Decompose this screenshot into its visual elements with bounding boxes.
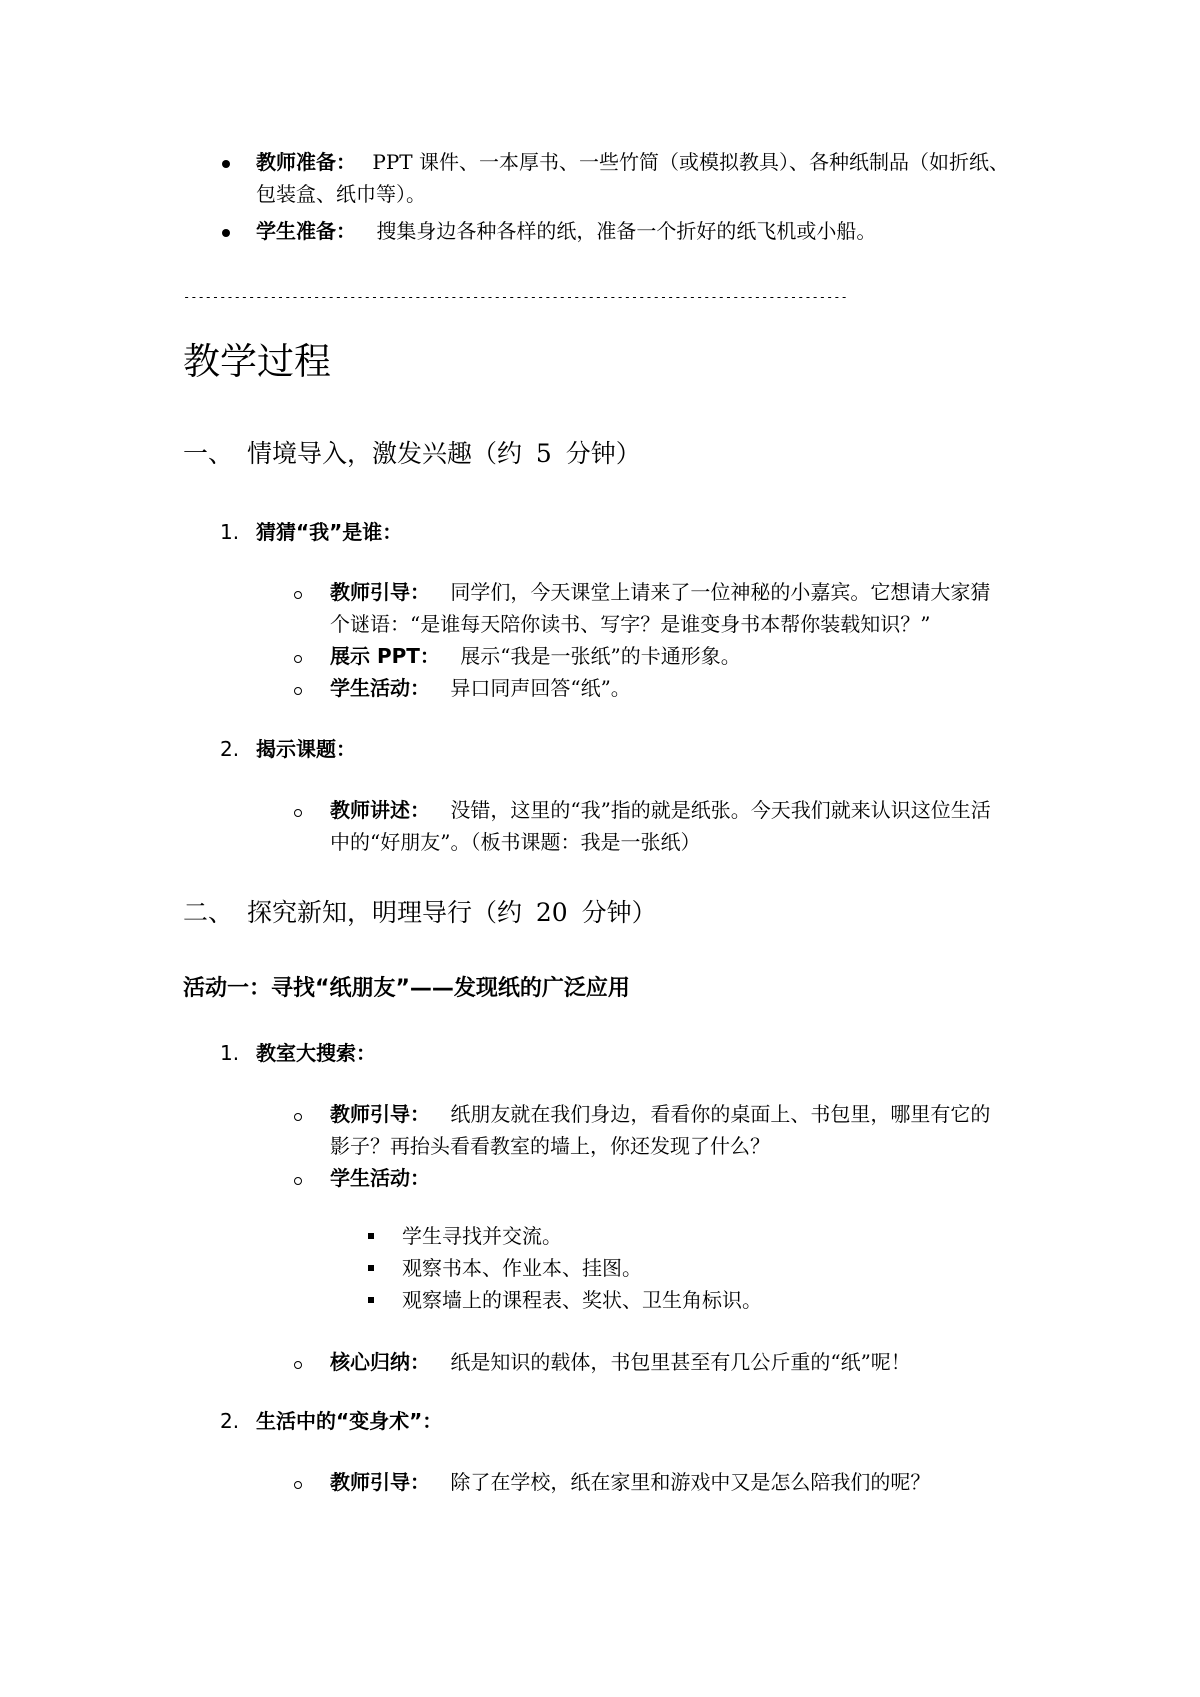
sub-item: [330, 1098, 990, 1130]
section-heading-2: 二、 探究新知，明理导行（约 20 分钟）: [183, 898, 657, 927]
sub-item: [330, 1466, 930, 1498]
page-title: 教学过程: [183, 340, 331, 383]
detail-item: 观察书本、作业本、挂图。: [402, 1256, 642, 1280]
divider-line: --------------------------------------------------------------------------------------------: [183, 290, 848, 304]
prep-teacher-label: 教师准备：: [256, 150, 356, 174]
sub-item: [330, 576, 990, 608]
item-number: 1.: [220, 520, 240, 544]
sub-item-label: 核心归纳：: [330, 1350, 430, 1374]
sub-item-label: 展示 PPT：: [330, 644, 440, 668]
bullet: [294, 1113, 302, 1121]
sub-item-text: 纸是知识的载体，书包里甚至有几公斤重的“纸”呢！: [450, 1350, 911, 1374]
detail-item: 观察墙上的课程表、奖状、卫生角标识。: [402, 1288, 762, 1312]
detail-item: 学生寻找并交流。: [402, 1224, 562, 1248]
bullet: [294, 687, 302, 695]
prep-teacher-text-cont: 包装盒、纸巾等）。: [256, 182, 426, 206]
bullet: [222, 160, 230, 168]
bullet: [294, 655, 302, 663]
section-heading-1: 一、 情境导入，激发兴趣（约 5 分钟）: [183, 439, 641, 468]
bullet: [294, 1177, 302, 1185]
sub-item: [330, 794, 991, 826]
prep-student-text: 搜集身边各种各样的纸，准备一个折好的纸飞机或小船。: [376, 219, 877, 243]
item-number: 1.: [220, 1041, 240, 1065]
sub-item: [330, 672, 631, 704]
sub-item-text: 展示“我是一张纸”的卡通形象。: [460, 644, 741, 668]
item-number: 2.: [220, 737, 240, 761]
item-label: 生活中的“变身术”：: [256, 1409, 443, 1433]
bullet: [368, 1233, 374, 1239]
sub-item-text: 异口同声回答“纸”。: [450, 676, 631, 700]
item-label: 猜猜“我”是谁：: [256, 520, 403, 544]
bullet: [222, 229, 230, 237]
sub-item-text: 纸朋友就在我们身边，看看你的桌面上、书包里，哪里有它的: [450, 1102, 991, 1126]
bullet: [368, 1265, 374, 1271]
prep-student: [256, 215, 876, 247]
prep-teacher-text: PPT 课件、一本厚书、一些竹简（或模拟教具）、各种纸制品（如折纸、: [372, 150, 1009, 174]
sub-item-label: 教师讲述：: [330, 798, 430, 822]
sub-item-text: 没错，这里的“我”指的就是纸张。今天我们就来认识这位生活: [450, 798, 991, 822]
prep-teacher: [256, 146, 1009, 178]
sub-item-label: 教师引导：: [330, 1470, 430, 1494]
sub-item-text-cont: 个谜语：“是谁每天陪你读书、写字？是谁变身书本帮你装载知识？”: [330, 612, 931, 636]
item-label: 揭示课题：: [256, 737, 356, 761]
item-label: 教室大搜索：: [256, 1041, 376, 1065]
bullet: [294, 809, 302, 817]
item-number: 2.: [220, 1409, 240, 1433]
sub-item: [330, 1346, 911, 1378]
sub-item: [330, 640, 741, 672]
sub-item-label: 教师引导：: [330, 580, 430, 604]
activity-heading: 活动一：寻找“纸朋友”——发现纸的广泛应用: [183, 976, 630, 1001]
sub-item-label: 学生活动：: [330, 676, 430, 700]
sub-item-text: 除了在学校，纸在家里和游戏中又是怎么陪我们的呢？: [450, 1470, 931, 1494]
bullet: [294, 1361, 302, 1369]
sub-item-text: 同学们，今天课堂上请来了一位神秘的小嘉宾。它想请大家猜: [450, 580, 991, 604]
prep-student-label: 学生准备：: [256, 219, 356, 243]
bullet: [294, 591, 302, 599]
sub-item-label: 学生活动：: [330, 1166, 430, 1190]
sub-item-text-cont: 影子？再抬头看看教室的墙上，你还发现了什么？: [330, 1134, 770, 1158]
bullet: [368, 1297, 374, 1303]
bullet: [294, 1481, 302, 1489]
sub-item-label: 教师引导：: [330, 1102, 430, 1126]
sub-item-text-cont: 中的“好朋友”。（板书课题：我是一张纸）: [330, 830, 701, 854]
